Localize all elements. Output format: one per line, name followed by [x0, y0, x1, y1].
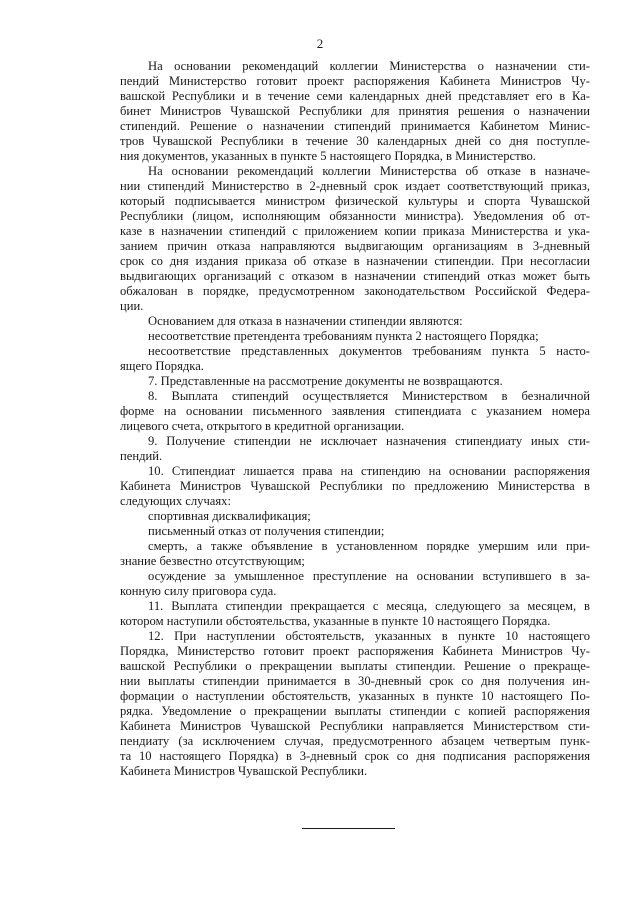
end-of-text-rule [302, 828, 395, 829]
text-line: лицевого счета, открытого в кредитной организации. [120, 419, 405, 433]
text-line: 11. Выплата стипендии прекращается с месяца, следующего за месяцем, в [148, 599, 590, 613]
text-line: несоответствие представленных документов требованиям пункта 5 насто- [148, 344, 590, 358]
text-line: рядка. Уведомление о прекращении выплаты стипендии с копией распоряжения [120, 704, 590, 718]
text-line: котором наступили обстоятельства, указанные в пункте 10 настоящего Порядка. [120, 614, 551, 628]
text-line: смерть, а также объявление в установленном порядке умершим или при- [148, 539, 590, 553]
text-line: Порядка, Министерство готовит проект распоряжения Кабинета Министров Чу- [120, 644, 590, 658]
text-line: выдвигающих организаций с отказом в назначении стипендий отказ может быть [120, 269, 590, 283]
text-line: занием причин отказа направляются выдвигающим организациям в 3-дневный [120, 239, 590, 253]
text-line: бинет Министров Чувашской Республики для принятия решения о назначении [120, 104, 590, 118]
text-line: стипендий. Решение о назначении стипендий принимается Кабинетом Минис- [120, 119, 590, 133]
text-line: письменный отказ от получения стипендии; [148, 524, 385, 538]
text-line: На основании рекомендаций коллегии Министерства о назначении сти- [148, 59, 590, 73]
text-line: Кабинета Министров Чувашской Республики направляется Министерством сти- [120, 719, 590, 733]
text-line: 12. При наступлении обстоятельств, указанных в пункте 10 настоящего [148, 629, 590, 643]
text-line: тров Чувашской Республики в течение 30 календарных дней со дня поступле- [120, 134, 590, 148]
text-line: ния документов, указанных в пункте 5 настоящего Порядка, в Министерство. [120, 149, 536, 163]
text-line: ции. [120, 299, 144, 313]
text-line: осуждение за умышленное преступление на основании вступившего в за- [148, 569, 590, 583]
text-line: который подписывается министром физической культуры и спорта Чувашской [120, 194, 590, 208]
text-line: Основанием для отказа в назначении стипендии являются: [148, 314, 463, 328]
text-line: спортивная дисквалификация; [148, 509, 311, 523]
text-line: обжалован в порядке, предусмотренном законодательством Российской Федера- [120, 284, 590, 298]
text-line: Кабинета Министров Чувашской Республики по предложению Министерства в [120, 479, 590, 493]
text-line: вашской Республики и в течение семи календарных дней представляет его в Ка- [120, 89, 590, 103]
text-line: ящего Порядка. [120, 359, 204, 373]
text-line: казе в назначении стипендий с приложением копии приказа Министерства и ука- [120, 224, 590, 238]
text-line: вашской Республики о прекращении выплаты стипендии. Решение о прекраще- [120, 659, 590, 673]
text-line: пендий. [120, 449, 163, 463]
text-line: На основании рекомендаций коллегии Министерства об отказе в назначе- [148, 164, 590, 178]
text-line: форме на основании письменного заявления стипендиата с указанием номера [120, 404, 590, 418]
page-number: 2 [316, 36, 324, 51]
text-line: пендиату (за исключением случая, предусмотренного абзацем четвертым пунк- [120, 734, 590, 748]
text-line: конную силу приговора суда. [120, 584, 277, 598]
text-line: нии стипендий Министерство в 2-дневный срок издает соответствующий приказ, [120, 179, 590, 193]
text-line: 9. Получение стипендии не исключает назначения стипендиату иных сти- [148, 434, 590, 448]
text-line: формации о наступлении обстоятельств, указанных в пункте 10 настоящего По- [120, 689, 590, 703]
text-line: нии выплаты стипендии принимается в 30-дневный срок со дня получения ин- [120, 674, 590, 688]
text-line: следующих случаях: [120, 494, 231, 508]
text-line: 7. Представленные на рассмотрение документы не возвращаются. [148, 374, 503, 388]
text-line: знание безвестно отсутствующим; [120, 554, 305, 568]
text-line: несоответствие претендента требованиям пункта 2 настоящего Порядка; [148, 329, 539, 343]
text-line: та 10 настоящего Порядка) в 3-дневный срок со дня подписания распоряжения [120, 749, 590, 763]
text-line: 10. Стипендиат лишается права на стипендию на основании распоряжения [148, 464, 590, 478]
text-line: 8. Выплата стипендий осуществляется Министерством в безналичной [148, 389, 590, 403]
text-line: Кабинета Министров Чувашской Республики. [120, 764, 368, 778]
text-line: срок со дня издания приказа об отказе в назначении стипендии. При несогласии [120, 254, 590, 268]
text-line: пендий Министерство готовит проект распоряжения Кабинета Министров Чу- [120, 74, 590, 88]
text-line: Республики (лицом, исполняющим обязанности министра). Уведомления об от- [120, 209, 590, 223]
